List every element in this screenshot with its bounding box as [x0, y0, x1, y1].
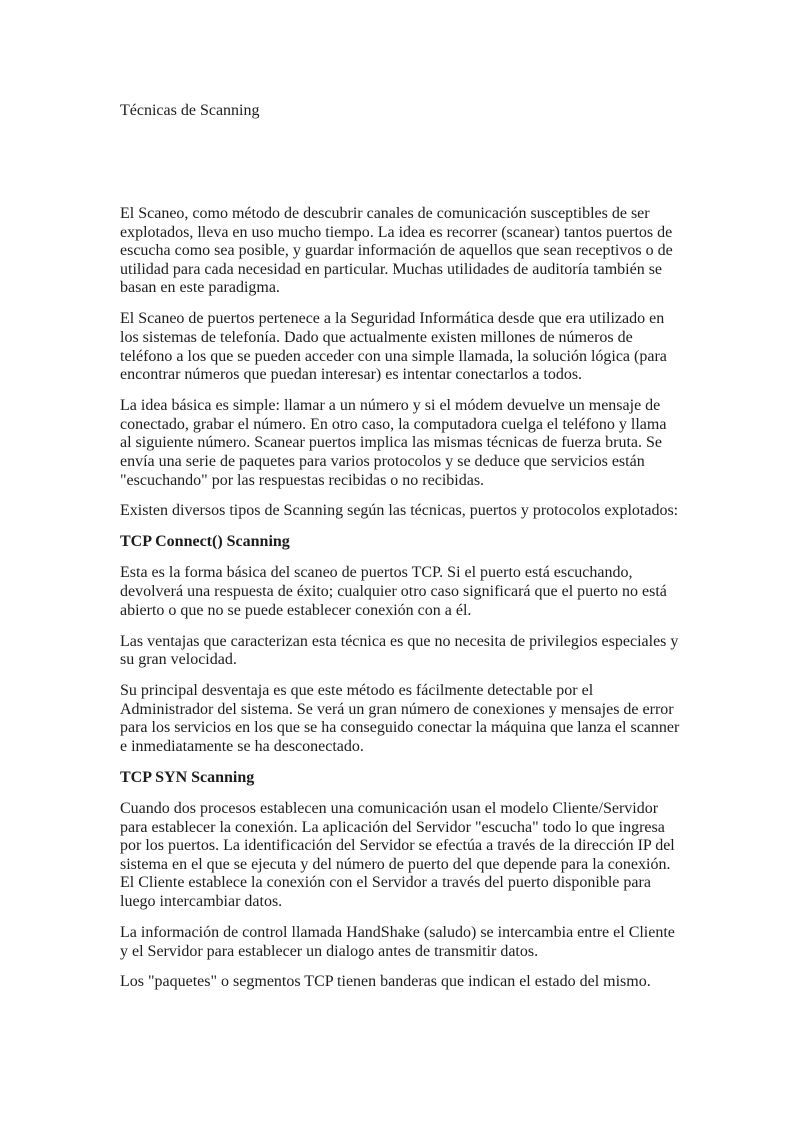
paragraph: Los "paquetes" o segmentos TCP tienen banderas que indican el estado del mismo. [120, 973, 651, 991]
paragraph: La información de control llamada HandShake (saludo) se intercambia entre el Cliente y el Servidor para establecer un dialogo antes de transmitir datos. [120, 923, 675, 960]
section-heading-tcp-syn: TCP SYN Scanning [120, 768, 255, 786]
paragraph: Su principal desventaja es que este método es fácilmente detectable por el Administrador del sistema. Se verá un gran número de conexiones y mensajes de error para los servicios en los que se ha conseguido conectar la máquina que lanza el scanner e inmediatamente se ha desconectado. [120, 682, 680, 755]
document-body [120, 205, 680, 1004]
paragraph: Existen diversos tipos de Scanning según las técnicas, puertos y protocolos explotados: [120, 502, 679, 520]
paragraph: El Scaneo, como método de descubrir canales de comunicación susceptibles de ser explotados, lleva en uso mucho tiempo. La idea es recorrer (scanear) tantos puertos de escucha como sea posible, y guardar información de aquellos que sean receptivos o de utilidad para cada necesidad en particular. Muchas utilidades de auditoría también se basan en este paradigma. [120, 205, 673, 297]
paragraph: La idea básica es simple: llamar a un número y si el módem devuelve un mensaje de conectado, grabar el número. En otro caso, la computadora cuelga el teléfono y llama al siguiente número. Scanear puertos implica las mismas técnicas de fuerza bruta. Se envía una serie de paquetes para varios protocolos y se deduce que servicios están "escuchando" por las respuestas recibidas o no recibidas. [120, 397, 667, 489]
paragraph: El Scaneo de puertos pertenece a la Seguridad Informática desde que era utilizado en los sistemas de telefonía. Dado que actualmente existen millones de números de teléfono a los que se pueden acceder con una simple llamada, la solución lógica (para encontrar números que puedan interesar) es intentar conectarlos a todos. [120, 310, 667, 384]
paragraph: Cuando dos procesos establecen una comunicación usan el modelo Cliente/Servidor para establecer la conexión. La aplicación del Servidor "escucha" todo lo que ingresa por los puertos. La identificación del Servidor se efectúa a través de la dirección IP del sistema en el que se ejecuta y del número de puerto del que depende para la conexión. El Cliente establece la conexión con el Servidor a través del puerto disponible para luego intercambiar datos. [120, 799, 675, 910]
section-heading-tcp-connect: TCP Connect() Scanning [120, 533, 290, 551]
paragraph: Esta es la forma básica del scaneo de puertos TCP. Si el puerto está escuchando, devolverá una respuesta de éxito; cualquier otro caso significará que el puerto no está abierto o que no se puede establecer conexión con a él. [120, 564, 667, 619]
paragraph: Las ventajas que caracterizan esta técnica es que no necesita de privilegios especiales y su gran velocidad. [120, 632, 679, 669]
document-title: Técnicas de Scanning [120, 102, 260, 119]
